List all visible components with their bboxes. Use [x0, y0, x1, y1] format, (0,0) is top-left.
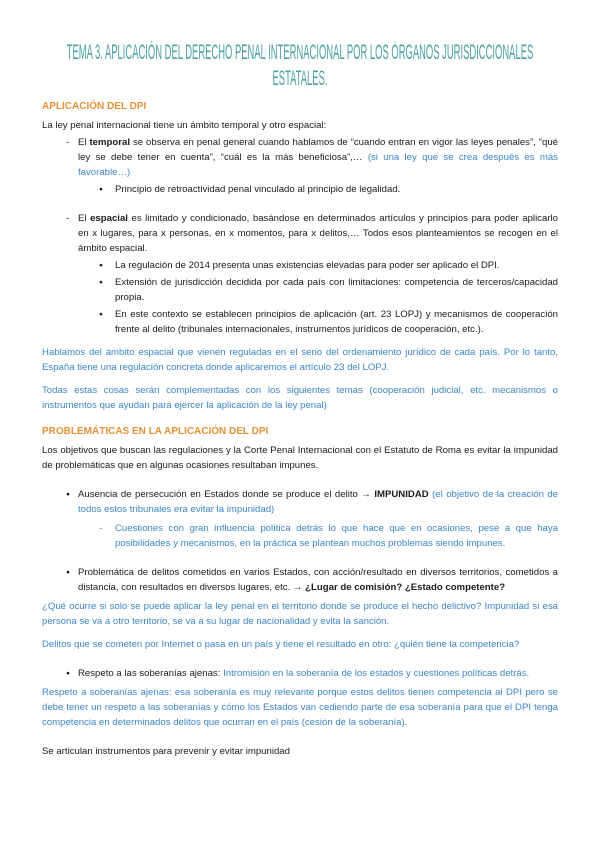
- dash-marker: -: [66, 213, 70, 224]
- bullet-marker: ●: [99, 311, 103, 318]
- list-item-bullet: [42, 565, 558, 595]
- text-run: Problemática de delitos cometidos en varios Estados, con acción/resultado en diversos territorios, cometidos a distancia, con resultados en diversos lugares, etc. →: [78, 567, 558, 593]
- doc-paragraph: [42, 744, 558, 759]
- doc-paragraph-note: [42, 345, 558, 375]
- list-item-bullet: [42, 182, 558, 197]
- list-item-dash: [42, 211, 558, 256]
- dash-marker: -: [66, 137, 70, 148]
- list-item-text: [78, 487, 558, 517]
- list-item-text: [115, 275, 558, 305]
- text-run: es limitado y condicionado, basándose en determinados artículos y principios para poder aplicarlo en x lugares, para x personas, en x momentos, para x delitos,… Todos esos planteamientos se recogen en el ámbito espacial.: [78, 213, 558, 254]
- text-run: La ley penal internacional tiene un ámbito temporal y otro espacial:: [42, 120, 327, 131]
- list-item-text: [78, 211, 558, 256]
- doc-paragraph: [42, 118, 558, 133]
- list-item-bullet: [42, 275, 558, 305]
- bullet-marker: ●: [99, 186, 103, 193]
- text-run: Cuestiones con gran influencia política detrás lo que hace que en ocasiones, pese a que haya posibilidades y mecanismos, en la práctica se plantean muchos problemas siendo impunes.: [115, 523, 558, 549]
- list-item-bullet: [42, 258, 558, 273]
- text-run: Los objetivos que buscan las regulaciones y la Corte Penal Internacional con el Estatuto de Roma es evitar la impunidad de problemáticas que en algunas ocasiones resultaban impunes.: [42, 445, 558, 471]
- text-run: Se articulan instrumentos para prevenir y evitar impunidad: [42, 746, 290, 757]
- text-run: temporal: [89, 137, 131, 148]
- list-item-text: [78, 565, 558, 595]
- bullet-marker: ●: [66, 670, 70, 677]
- text-run: Todas estas cosas serán complementadas con los siguientes temas (cooperación judicial, etc. mecanismos o instrumentos que ayudan para ejercer la aplicación de la ley penal): [42, 385, 558, 411]
- text-run: Ausencia de persecución en Estados donde se produce el delito →: [78, 489, 375, 500]
- text-run: IMPUNIDAD: [374, 489, 429, 500]
- text-run: El: [78, 137, 90, 148]
- doc-title-line-1: TEMA 3. APLICACIÓN DEL DERECHO PENAL INTERNACIONAL POR LOS ÓRGANOS JURISDICCIONALES: [66, 41, 534, 64]
- doc-paragraph: [42, 443, 558, 473]
- text-run: (el objetivo de la creación de todos estos tribunales era evitar la impunidad): [78, 489, 559, 515]
- bullet-marker: ●: [66, 569, 70, 576]
- list-item-bullet: [42, 307, 558, 337]
- list-item-dash: [42, 135, 558, 180]
- doc-paragraph-note: [42, 383, 558, 413]
- text-run: Delitos que se cometen por Internet o pasa en un país y tiene el resultado en otro: ¿quién tiene la competencia?: [42, 639, 520, 650]
- section-heading-problematicas: PROBLEMÁTICAS EN LA APLICACIÓN DEL DPI: [42, 426, 269, 437]
- text-run: En este contexto se establecen principios de aplicación (art. 23 LOPJ) y mecanismos de cooperación frente al delito (tribunales internacionales, instrumentos jurídicos de cooperación, etc.).: [115, 309, 558, 335]
- bullet-marker: ●: [99, 279, 103, 286]
- doc-paragraph-note: [42, 599, 558, 629]
- list-item-text: [115, 521, 558, 551]
- text-run: Hablamos del ámbito espacial que vienen reguladas en el seno del ordenamiento jurídico de cada país. Por lo tanto, España tiene una regulación concreta donde aplicaremos el artículo 23 del LOPJ.: [42, 347, 558, 373]
- list-item-bullet: [42, 666, 558, 681]
- bullet-marker: ●: [66, 491, 70, 498]
- list-item-text: [78, 666, 558, 681]
- dash-marker: -: [99, 523, 103, 534]
- text-run: se observa en penal general cuando hablamos de “cuando entran en vigor las leyes penales”, “qué ley se debe tener en cuenta”, “cuál es la más beneficiosa”,…: [78, 137, 558, 163]
- text-run: ¿Lugar de comisión? ¿Estado competente?: [305, 582, 506, 593]
- text-run: ¿Qué ocurre si solo se puede aplicar la ley penal en el territorio donde se produce el hecho delictivo? Impunidad si esa persona se va a otro territorio, se va a su lugar de nacionalidad y evita la sanción.: [42, 601, 558, 627]
- list-item-text: [115, 258, 558, 273]
- text-run: Intromisión en la soberanía de los estados y cuestiones políticas detrás.: [223, 668, 530, 679]
- list-item-text: [115, 307, 558, 337]
- text-run: (si una ley que se crea después es más favorable…): [78, 152, 558, 178]
- doc-title: [42, 40, 558, 92]
- text-run: Respeto a las soberanías ajenas:: [78, 668, 224, 679]
- doc-paragraph-note: [42, 637, 558, 652]
- doc-paragraph-note: [42, 685, 558, 730]
- text-run: La regulación de 2014 presenta unas existencias elevadas para poder ser aplicado el DPI.: [115, 260, 500, 271]
- list-item-dash: [42, 521, 558, 551]
- text-run: El: [78, 213, 91, 224]
- text-run: Principio de retroactividad penal vinculado al principio de legalidad.: [115, 184, 401, 195]
- doc-title-line-2: ESTATALES.: [272, 67, 328, 90]
- bullet-marker: ●: [99, 262, 103, 269]
- list-item-text: [78, 135, 558, 180]
- text-run: Extensión de jurisdicción decidida por cada país con limitaciones: competencia de terceros/capacidad propia.: [115, 277, 558, 303]
- list-item-text: [115, 182, 558, 197]
- list-item-bullet: [42, 487, 558, 517]
- text-run: espacial: [90, 213, 128, 224]
- section-heading-aplicacion-dpi: APLICACIÓN DEL DPI: [42, 101, 147, 112]
- text-run: Respeto a soberanías ajenas: esa soberanía es muy relevante porque estos delitos tienen competencia al DPI pero se debe tener un respeto a las soberanías y cómo los Estados van cediendo parte de esa soberanía para que el DPI tenga competencia en determinados delitos que ocurran en el país (cesión de la soberanía).: [42, 687, 558, 728]
